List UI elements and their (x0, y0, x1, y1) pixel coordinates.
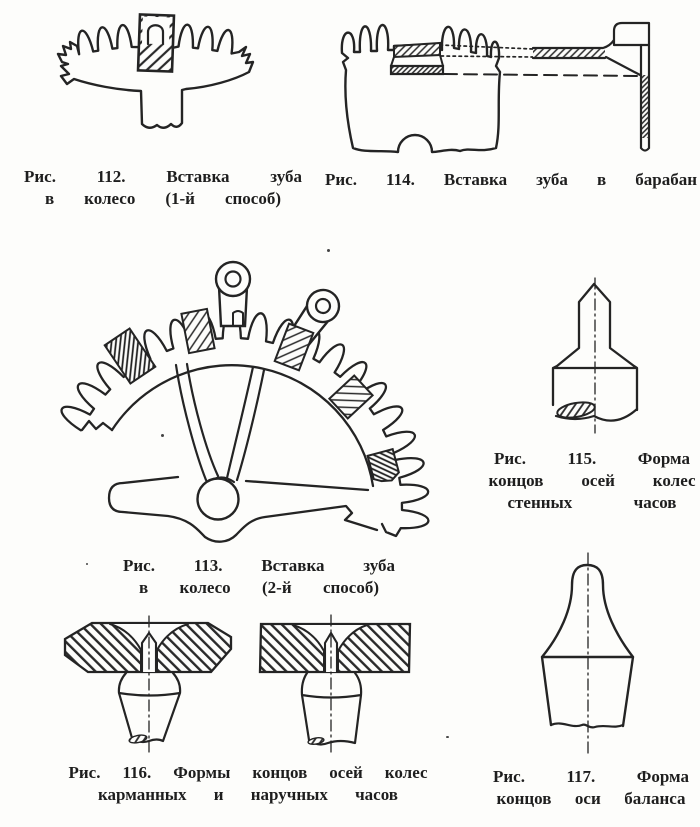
figure-117-drawing (520, 545, 690, 765)
hub-hole (198, 479, 239, 520)
barrel-flange (614, 23, 649, 45)
tooth-blank-with-hole-top (216, 262, 250, 326)
figure-115 (520, 270, 680, 440)
caption-line: Рис. 112. Вставка зуба (24, 167, 302, 186)
figure-116-caption (68, 762, 428, 806)
figure-116 (50, 610, 450, 760)
caption-line: Рис. 115. Форма (494, 449, 690, 468)
scan-speck (446, 736, 449, 738)
caption-line: концов осей колес (488, 471, 696, 490)
spoke-bar (109, 477, 377, 542)
rim-inner-edge (112, 365, 373, 486)
scan-speck (327, 249, 330, 252)
caption-line: Рис. 116. Формы концов осей колес (68, 763, 428, 782)
figure-112-caption (22, 166, 304, 210)
caption-line: концов оси баланса (496, 789, 686, 808)
pivot-assembly-left (65, 616, 231, 752)
figure-117 (520, 545, 690, 765)
figure-115-drawing (520, 270, 680, 440)
scan-speck (86, 563, 88, 565)
figure-112-drawing (20, 0, 300, 160)
figure-114-caption (325, 169, 697, 191)
figure-115-caption (487, 448, 697, 514)
spokes (176, 364, 264, 484)
caption-line: стенных часов (507, 493, 677, 512)
figure-116-drawing (50, 610, 450, 760)
figure-117-caption (491, 766, 691, 810)
caption-line: Рис. 117. Форма (493, 767, 689, 786)
caption-line: карманных и наручных часов (98, 785, 398, 804)
caption-line: в колесо (1-й способ) (45, 189, 281, 208)
figure-113 (30, 240, 450, 550)
figure-114-drawing (320, 0, 700, 165)
barrel-cross-section (533, 23, 650, 151)
figure-114 (320, 0, 700, 165)
figure-113-caption (118, 555, 400, 599)
caption-line: в колесо (2-й способ) (139, 578, 379, 597)
break-line (551, 723, 623, 727)
caption-line: Рис. 113. Вставка зуба (123, 556, 395, 575)
pivot-assembly-right (260, 615, 410, 753)
caption-line: Рис. 114. Вставка зуба в барабан (325, 170, 697, 189)
figure-113-drawing (30, 240, 450, 550)
hatched-tooth-inserts (105, 309, 401, 485)
figure-112 (20, 0, 300, 160)
scan-speck (161, 434, 164, 437)
hatched-tooth-insert (138, 14, 174, 71)
